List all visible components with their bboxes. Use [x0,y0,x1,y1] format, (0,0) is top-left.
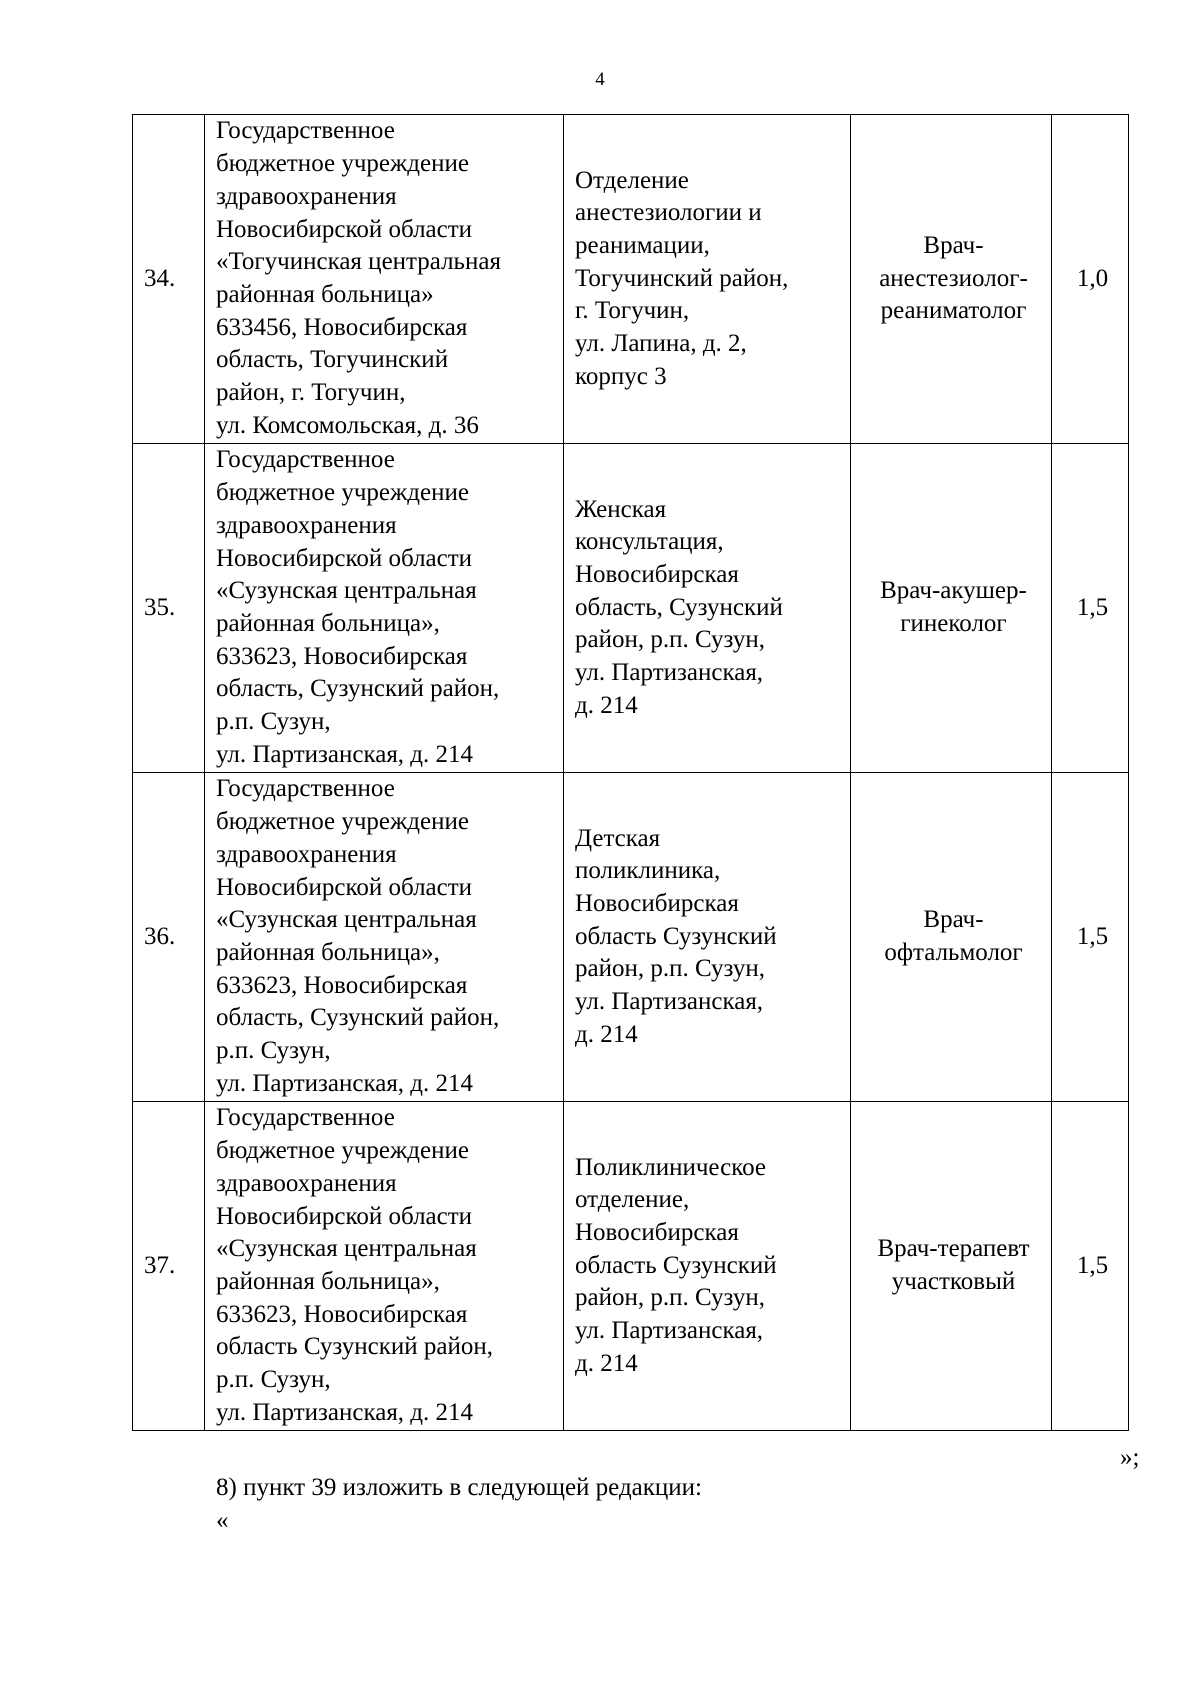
department-cell-line: район, р.п. Сузун, [575,1284,766,1312]
organization-cell-line: здравоохранения [216,840,397,868]
organization-cell-line: 633623, Новосибирская [216,971,468,999]
rate-cell: 1,0 [1052,115,1129,444]
organization-cell-line: районная больница», [216,1268,440,1295]
department-cell-line: г. Тогучин, [575,297,690,325]
positions-table [132,114,1129,1431]
table-row [133,773,1129,1102]
position-cell-line: реаниматолог [880,297,1027,325]
position-cell-line: Врач-терапевт [877,1235,1030,1263]
organization-cell [205,115,564,444]
department-cell-line: Женская [575,495,667,523]
department-cell [564,773,851,1102]
organization-cell-line: ул. Комсомольская, д. 36 [216,411,479,439]
position-cell-line: гинеколог [900,610,1007,637]
department-cell-line: Отделение [575,166,689,194]
department-cell-line: ул. Лапина, д. 2, [575,330,747,358]
position-cell-line: анестезиолог- [879,264,1028,292]
organization-cell-line: районная больница», [216,939,440,966]
organization-cell-line: 633456, Новосибирская [216,313,468,341]
department-cell-line: Поликлиническое [575,1153,767,1181]
table-body [133,115,1129,1431]
department-cell-line: Детская [575,824,661,852]
organization-cell-line: «Сузунская центральная [216,906,477,934]
organization-cell-line: 633623, Новосибирская [216,642,468,670]
organization-cell-line: область, Тогучинский [216,346,449,374]
organization-cell-line: Новосибирской области [216,215,473,243]
organization-cell-line: р.п. Сузун, [216,1037,331,1065]
department-cell-line: д. 214 [575,1020,638,1048]
position-cell-line: Врач- [923,906,984,934]
organization-cell-line: здравоохранения [216,1169,397,1197]
organization-cell-line: здравоохранения [216,511,397,539]
instruction-text: 8) пункт 39 изложить в следующей редакции: [216,1474,702,1501]
organization-cell-line: Новосибирской области [216,544,473,572]
organization-cell-line: бюджетное учреждение [216,1137,469,1165]
organization-cell-line: бюджетное учреждение [216,479,469,507]
department-cell-line: анестезиологии и [575,199,762,227]
organization-cell-line: р.п. Сузун, [216,708,331,736]
department-cell-line: район, р.п. Сузун, [575,955,766,983]
department-cell-line: район, р.п. Сузун, [575,626,766,654]
row-number: 34. [133,115,205,444]
department-cell-line: область, Сузунский [575,593,783,621]
organization-cell-line: Государственное [216,117,395,145]
rate-cell: 1,5 [1052,1102,1129,1431]
organization-cell-line: районная больница» [216,281,434,308]
row-number: 35. [133,444,205,773]
organization-cell-line: Новосибирской области [216,873,473,901]
organization-cell-line: Государственное [216,446,395,474]
organization-cell-line: ул. Партизанская, д. 214 [216,1398,474,1426]
department-cell-line: ул. Партизанская, [575,659,764,687]
organization-cell-line: Государственное [216,1104,395,1132]
department-cell [564,444,851,773]
department-cell-line: ул. Партизанская, [575,988,764,1016]
organization-cell-line: область, Сузунский район, [216,1004,500,1032]
organization-cell-line: «Сузунская центральная [216,577,477,605]
department-cell-line: д. 214 [575,691,638,719]
department-cell-line: Тогучинский район, [575,264,789,292]
organization-cell [205,1102,564,1431]
department-cell-line: консультация, [575,528,724,556]
department-cell-line: отделение, [575,1186,690,1214]
department-cell-line: реанимации, [575,231,710,259]
organization-cell-line: ул. Партизанская, д. 214 [216,740,474,768]
table-row [133,115,1129,444]
rate-cell: 1,5 [1052,444,1129,773]
closing-quote-mark: »; [1120,1444,1140,1471]
organization-cell-line: район, г. Тогучин, [216,379,406,407]
organization-cell [205,773,564,1102]
department-cell-line: ул. Партизанская, [575,1317,764,1345]
organization-cell-line: бюджетное учреждение [216,808,469,836]
organization-cell-line: районная больница», [216,610,440,637]
table-row [133,1102,1129,1431]
department-cell [564,115,851,444]
position-cell [851,115,1052,444]
organization-cell-line: р.п. Сузун, [216,1366,331,1394]
organization-cell-line: область, Сузунский район, [216,675,500,703]
position-cell [851,444,1052,773]
department-cell-line: корпус 3 [575,362,667,390]
organization-cell-line: Государственное [216,775,395,803]
department-cell-line: Новосибирская [575,889,739,917]
row-number: 37. [133,1102,205,1431]
opening-quote-mark: « [216,1507,229,1534]
position-cell-line: офтальмолог [884,939,1023,966]
organization-cell-line: Новосибирской области [216,1202,473,1230]
organization-cell [205,444,564,773]
position-cell-line: Врач-акушер- [880,577,1027,605]
table-row [133,444,1129,773]
department-cell-line: Новосибирская [575,560,739,588]
rate-cell: 1,5 [1052,773,1129,1102]
organization-cell-line: здравоохранения [216,182,397,210]
organization-cell-line: бюджетное учреждение [216,150,469,178]
organization-cell-line: ул. Партизанская, д. 214 [216,1069,474,1097]
position-cell-line: Врач- [923,231,984,259]
organization-cell-line: «Тогучинская центральная [216,248,501,276]
page-number: 4 [595,69,605,90]
department-cell-line: область Сузунский [575,1251,777,1279]
organization-cell-line: 633623, Новосибирская [216,1300,468,1328]
department-cell [564,1102,851,1431]
organization-cell-line: «Сузунская центральная [216,1235,477,1263]
position-cell [851,773,1052,1102]
department-cell-line: область Сузунский [575,922,777,950]
row-number: 36. [133,773,205,1102]
department-cell-line: Новосибирская [575,1218,739,1246]
position-cell-line: участковый [891,1268,1016,1295]
department-cell-line: поликлиника, [575,857,721,885]
organization-cell-line: область Сузунский район, [216,1333,493,1361]
department-cell-line: д. 214 [575,1349,638,1377]
position-cell [851,1102,1052,1431]
